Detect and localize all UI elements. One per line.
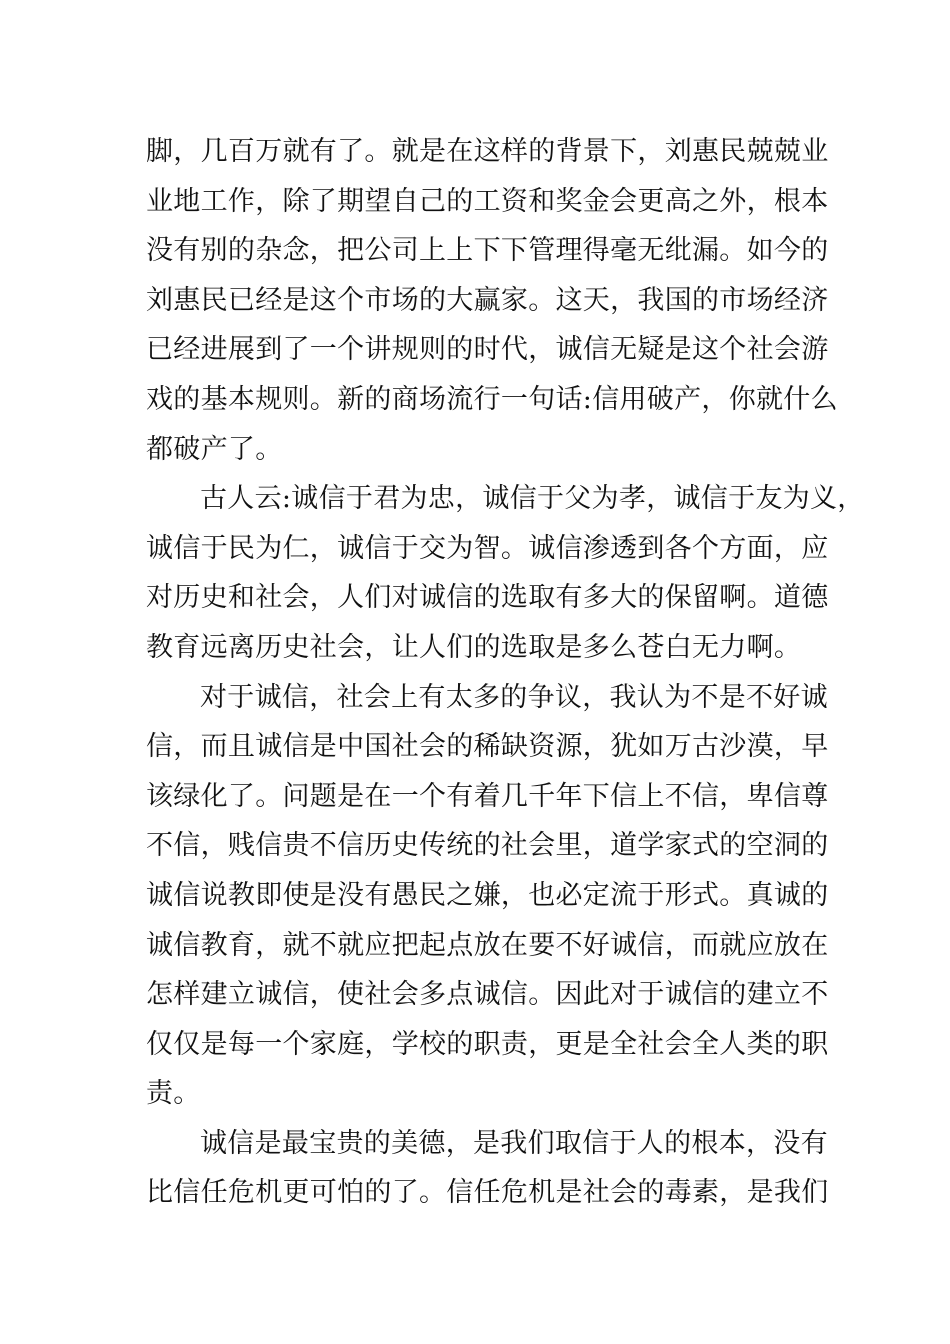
text-line: 诚信说教即使是没有愚民之嫌，也必定流于形式。真诚的 bbox=[146, 879, 829, 911]
text-line: 诚信是最宝贵的美德，是我们取信于人的根本，没有 bbox=[200, 1127, 828, 1159]
text-line: 对于诚信，社会上有太多的争议，我认为不是不好诚 bbox=[200, 681, 828, 713]
text-line: 没有别的杂念，把公司上上下下管理得毫无纰漏。如今的 bbox=[146, 235, 829, 267]
text-line: 古人云:诚信于君为忠，诚信于父为孝，诚信于友为义， bbox=[200, 483, 865, 515]
text-line: 已经进展到了一个讲规则的时代，诚信无疑是这个社会游 bbox=[146, 334, 829, 366]
text-line: 信，而且诚信是中国社会的稀缺资源，犹如万古沙漠，早 bbox=[146, 731, 829, 763]
text-line: 怎样建立诚信，使社会多点诚信。因此对于诚信的建立不 bbox=[146, 979, 829, 1011]
text-line: 该绿化了。问题是在一个有着几千年下信上不信，卑信尊 bbox=[146, 780, 829, 812]
text-line: 戏的基本规则。新的商场流行一句话:信用破产，你就什么 bbox=[146, 383, 838, 415]
text-line: 对历史和社会，人们对诚信的选取有多大的保留啊。道德 bbox=[146, 582, 829, 614]
text-line: 诚信教育，就不就应把起点放在要不好诚信，而就应放在 bbox=[146, 929, 829, 961]
text-line: 比信任危机更可怕的了。信任危机是社会的毒素，是我们 bbox=[146, 1177, 829, 1209]
text-line: 仅仅是每一个家庭，学校的职责，更是全社会全人类的职 bbox=[146, 1028, 829, 1060]
text-line: 不信，贱信贵不信历史传统的社会里，道学家式的空洞的 bbox=[146, 830, 829, 862]
body-text bbox=[146, 127, 865, 1218]
text-line: 责。 bbox=[146, 1078, 201, 1110]
text-line: 诚信于民为仁，诚信于交为智。诚信渗透到各个方面，应 bbox=[146, 532, 829, 564]
text-line: 刘惠民已经是这个市场的大赢家。这天，我国的市场经济 bbox=[146, 284, 829, 316]
text-line: 都破产了。 bbox=[146, 433, 283, 465]
text-line: 业地工作，除了期望自己的工资和奖金会更高之外，根本 bbox=[146, 185, 829, 217]
text-line: 脚，几百万就有了。就是在这样的背景下，刘惠民兢兢业 bbox=[146, 136, 829, 167]
text-line: 教育远离历史社会，让人们的选取是多么苍白无力啊。 bbox=[146, 631, 802, 663]
